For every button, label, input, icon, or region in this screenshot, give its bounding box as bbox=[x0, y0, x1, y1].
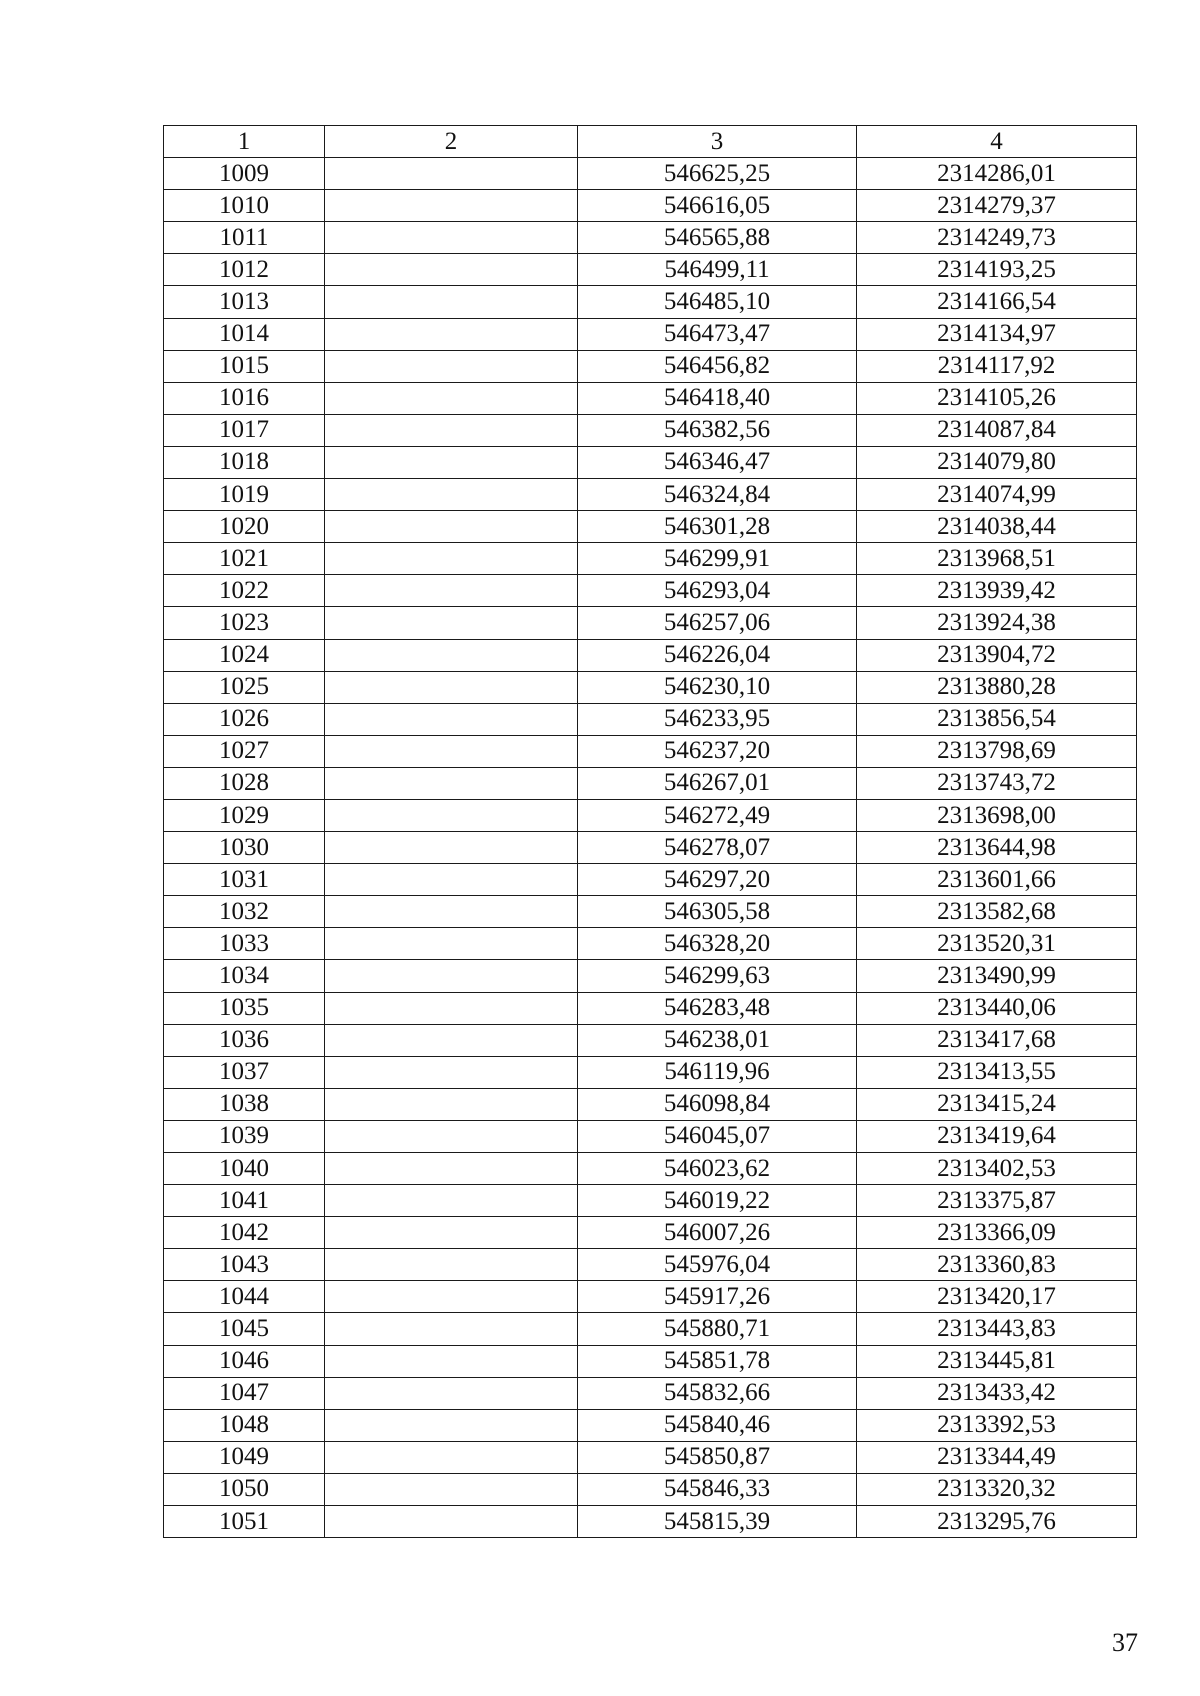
table-cell: 1014 bbox=[164, 318, 325, 350]
table-cell bbox=[325, 1120, 578, 1152]
table-row bbox=[164, 543, 1137, 575]
table-row bbox=[164, 318, 1137, 350]
table-cell: 546328,20 bbox=[578, 928, 857, 960]
table-cell: 546382,56 bbox=[578, 414, 857, 446]
table-row bbox=[164, 864, 1137, 896]
table-cell bbox=[325, 158, 578, 190]
table-cell: 1019 bbox=[164, 479, 325, 511]
table-cell: 546238,01 bbox=[578, 1024, 857, 1056]
table-cell bbox=[325, 767, 578, 799]
table-cell: 2314117,92 bbox=[857, 350, 1137, 382]
table-cell: 2314074,99 bbox=[857, 479, 1137, 511]
table-cell bbox=[325, 799, 578, 831]
table-row bbox=[164, 575, 1137, 607]
table-row bbox=[164, 639, 1137, 671]
table-cell: 546278,07 bbox=[578, 832, 857, 864]
table-cell: 1027 bbox=[164, 735, 325, 767]
table-cell bbox=[325, 543, 578, 575]
table-cell bbox=[325, 607, 578, 639]
table-cell: 546267,01 bbox=[578, 767, 857, 799]
table-cell: 545851,78 bbox=[578, 1345, 857, 1377]
table-cell: 545917,26 bbox=[578, 1281, 857, 1313]
table-cell: 1010 bbox=[164, 190, 325, 222]
column-header: 2 bbox=[325, 126, 578, 158]
table-cell: 2313904,72 bbox=[857, 639, 1137, 671]
table-cell: 1039 bbox=[164, 1120, 325, 1152]
table-row bbox=[164, 960, 1137, 992]
table-cell: 1038 bbox=[164, 1088, 325, 1120]
table-cell: 545832,66 bbox=[578, 1377, 857, 1409]
table-row bbox=[164, 1473, 1137, 1505]
table-cell: 2313445,81 bbox=[857, 1345, 1137, 1377]
table-cell bbox=[325, 222, 578, 254]
table-header-row bbox=[164, 126, 1137, 158]
column-header: 3 bbox=[578, 126, 857, 158]
table-cell: 546473,47 bbox=[578, 318, 857, 350]
table-cell: 2313743,72 bbox=[857, 767, 1137, 799]
table-cell: 1017 bbox=[164, 414, 325, 446]
table-cell: 1011 bbox=[164, 222, 325, 254]
table-cell: 1024 bbox=[164, 639, 325, 671]
table-row bbox=[164, 222, 1137, 254]
table-row bbox=[164, 350, 1137, 382]
table-cell: 1030 bbox=[164, 832, 325, 864]
table-cell: 1046 bbox=[164, 1345, 325, 1377]
table-cell: 2313644,98 bbox=[857, 832, 1137, 864]
table-cell: 546226,04 bbox=[578, 639, 857, 671]
table-cell: 2313392,53 bbox=[857, 1409, 1137, 1441]
table-cell bbox=[325, 1281, 578, 1313]
table-cell: 2313798,69 bbox=[857, 735, 1137, 767]
table-cell: 1036 bbox=[164, 1024, 325, 1056]
table-cell: 546272,49 bbox=[578, 799, 857, 831]
table-row bbox=[164, 1056, 1137, 1088]
table-cell: 1013 bbox=[164, 286, 325, 318]
table-row bbox=[164, 735, 1137, 767]
table-cell: 546499,11 bbox=[578, 254, 857, 286]
table-cell: 546023,62 bbox=[578, 1153, 857, 1185]
table-row bbox=[164, 799, 1137, 831]
table-cell: 546283,48 bbox=[578, 992, 857, 1024]
column-header: 1 bbox=[164, 126, 325, 158]
table-cell: 2313880,28 bbox=[857, 671, 1137, 703]
table-row bbox=[164, 896, 1137, 928]
table-row bbox=[164, 992, 1137, 1024]
table-cell: 2314087,84 bbox=[857, 414, 1137, 446]
table-cell bbox=[325, 511, 578, 543]
table-cell: 2314166,54 bbox=[857, 286, 1137, 318]
table-cell bbox=[325, 1185, 578, 1217]
table-cell: 2313968,51 bbox=[857, 543, 1137, 575]
table-cell bbox=[325, 1506, 578, 1538]
table-cell: 546625,25 bbox=[578, 158, 857, 190]
table-cell bbox=[325, 639, 578, 671]
table-cell bbox=[325, 1377, 578, 1409]
table-cell: 546324,84 bbox=[578, 479, 857, 511]
table-cell: 1048 bbox=[164, 1409, 325, 1441]
table-cell bbox=[325, 960, 578, 992]
table-cell: 546098,84 bbox=[578, 1088, 857, 1120]
page-number: 37 bbox=[1112, 1628, 1138, 1657]
table-cell: 546456,82 bbox=[578, 350, 857, 382]
table-cell bbox=[325, 286, 578, 318]
table-cell: 2313582,68 bbox=[857, 896, 1137, 928]
table-cell: 1029 bbox=[164, 799, 325, 831]
table-cell: 2313417,68 bbox=[857, 1024, 1137, 1056]
table-row bbox=[164, 414, 1137, 446]
table-row bbox=[164, 671, 1137, 703]
table-row bbox=[164, 703, 1137, 735]
table-cell: 2313320,32 bbox=[857, 1473, 1137, 1505]
table-cell bbox=[325, 1473, 578, 1505]
table-cell: 2313433,42 bbox=[857, 1377, 1137, 1409]
column-header: 4 bbox=[857, 126, 1137, 158]
table-row bbox=[164, 1345, 1137, 1377]
table-cell bbox=[325, 735, 578, 767]
table-row bbox=[164, 1024, 1137, 1056]
table-row bbox=[164, 1088, 1137, 1120]
table-cell: 2314279,37 bbox=[857, 190, 1137, 222]
table-cell: 2313415,24 bbox=[857, 1088, 1137, 1120]
table-cell bbox=[325, 254, 578, 286]
table-cell: 546565,88 bbox=[578, 222, 857, 254]
table-cell bbox=[325, 446, 578, 478]
table-cell: 1009 bbox=[164, 158, 325, 190]
table-row bbox=[164, 1441, 1137, 1473]
table-cell: 546230,10 bbox=[578, 671, 857, 703]
table-cell: 545850,87 bbox=[578, 1441, 857, 1473]
table-row bbox=[164, 1281, 1137, 1313]
table-row bbox=[164, 286, 1137, 318]
table-cell: 1031 bbox=[164, 864, 325, 896]
table-cell: 545815,39 bbox=[578, 1506, 857, 1538]
table-cell: 1023 bbox=[164, 607, 325, 639]
table-cell: 2313419,64 bbox=[857, 1120, 1137, 1152]
table-row bbox=[164, 446, 1137, 478]
table-cell: 1022 bbox=[164, 575, 325, 607]
table-cell: 2313344,49 bbox=[857, 1441, 1137, 1473]
table-cell: 2313295,76 bbox=[857, 1506, 1137, 1538]
table-row bbox=[164, 928, 1137, 960]
table-cell: 545846,33 bbox=[578, 1473, 857, 1505]
table-cell bbox=[325, 190, 578, 222]
table-cell: 2313601,66 bbox=[857, 864, 1137, 896]
table-cell: 2313698,00 bbox=[857, 799, 1137, 831]
table-row bbox=[164, 1249, 1137, 1281]
table-cell: 1021 bbox=[164, 543, 325, 575]
table-row bbox=[164, 607, 1137, 639]
table-row bbox=[164, 1153, 1137, 1185]
table-cell: 1049 bbox=[164, 1441, 325, 1473]
table-cell: 546045,07 bbox=[578, 1120, 857, 1152]
table-cell: 546233,95 bbox=[578, 703, 857, 735]
table-cell: 1015 bbox=[164, 350, 325, 382]
table-cell: 1032 bbox=[164, 896, 325, 928]
table-cell: 2314286,01 bbox=[857, 158, 1137, 190]
table-cell bbox=[325, 350, 578, 382]
table-body bbox=[164, 158, 1137, 1538]
table-row bbox=[164, 479, 1137, 511]
table-cell: 2313443,83 bbox=[857, 1313, 1137, 1345]
table-cell bbox=[325, 1088, 578, 1120]
table-cell: 2314134,97 bbox=[857, 318, 1137, 350]
table-cell: 2314105,26 bbox=[857, 382, 1137, 414]
table-cell bbox=[325, 896, 578, 928]
table-cell: 1018 bbox=[164, 446, 325, 478]
table-cell bbox=[325, 1249, 578, 1281]
table-row bbox=[164, 1409, 1137, 1441]
table-cell bbox=[325, 832, 578, 864]
table-cell: 546257,06 bbox=[578, 607, 857, 639]
table-cell: 546485,10 bbox=[578, 286, 857, 318]
table-cell: 1035 bbox=[164, 992, 325, 1024]
table-cell: 1012 bbox=[164, 254, 325, 286]
table-cell bbox=[325, 1409, 578, 1441]
table-cell: 546299,63 bbox=[578, 960, 857, 992]
table-cell bbox=[325, 864, 578, 896]
table-cell: 546293,04 bbox=[578, 575, 857, 607]
table-cell: 546299,91 bbox=[578, 543, 857, 575]
table-row bbox=[164, 190, 1137, 222]
table-cell: 546237,20 bbox=[578, 735, 857, 767]
table-cell bbox=[325, 703, 578, 735]
table-cell bbox=[325, 992, 578, 1024]
table-cell: 546616,05 bbox=[578, 190, 857, 222]
table-row bbox=[164, 1185, 1137, 1217]
table-cell bbox=[325, 1217, 578, 1249]
table-cell: 2313490,99 bbox=[857, 960, 1137, 992]
table-cell: 2313360,83 bbox=[857, 1249, 1137, 1281]
table-cell: 2313420,17 bbox=[857, 1281, 1137, 1313]
table-cell: 1033 bbox=[164, 928, 325, 960]
table-cell bbox=[325, 1153, 578, 1185]
table-cell bbox=[325, 575, 578, 607]
table-cell: 2313939,42 bbox=[857, 575, 1137, 607]
table-row bbox=[164, 158, 1137, 190]
table-cell bbox=[325, 671, 578, 703]
table-cell: 545976,04 bbox=[578, 1249, 857, 1281]
table-cell: 546019,22 bbox=[578, 1185, 857, 1217]
table-row bbox=[164, 511, 1137, 543]
table-cell: 546305,58 bbox=[578, 896, 857, 928]
table-cell: 1040 bbox=[164, 1153, 325, 1185]
table-row bbox=[164, 767, 1137, 799]
table-cell: 2314249,73 bbox=[857, 222, 1137, 254]
table-row bbox=[164, 1506, 1137, 1538]
table-cell: 546346,47 bbox=[578, 446, 857, 478]
table-cell: 2314079,80 bbox=[857, 446, 1137, 478]
table-cell: 1025 bbox=[164, 671, 325, 703]
table-cell: 546301,28 bbox=[578, 511, 857, 543]
table-cell: 2313856,54 bbox=[857, 703, 1137, 735]
table-row bbox=[164, 832, 1137, 864]
table-cell: 1051 bbox=[164, 1506, 325, 1538]
table-cell: 2313366,09 bbox=[857, 1217, 1137, 1249]
table-cell bbox=[325, 928, 578, 960]
table-cell bbox=[325, 479, 578, 511]
table-cell: 545880,71 bbox=[578, 1313, 857, 1345]
table-cell: 1037 bbox=[164, 1056, 325, 1088]
table-cell bbox=[325, 1313, 578, 1345]
table-cell: 2313375,87 bbox=[857, 1185, 1137, 1217]
table-cell: 2313402,53 bbox=[857, 1153, 1137, 1185]
table-cell bbox=[325, 382, 578, 414]
table-cell: 1026 bbox=[164, 703, 325, 735]
table-cell bbox=[325, 414, 578, 446]
table-cell: 1050 bbox=[164, 1473, 325, 1505]
table-cell: 2313520,31 bbox=[857, 928, 1137, 960]
table-cell bbox=[325, 1441, 578, 1473]
table-cell: 546297,20 bbox=[578, 864, 857, 896]
table-cell bbox=[325, 318, 578, 350]
table-cell: 1043 bbox=[164, 1249, 325, 1281]
table-cell: 1016 bbox=[164, 382, 325, 414]
coordinates-table bbox=[163, 125, 1137, 1538]
table-cell: 1028 bbox=[164, 767, 325, 799]
table-cell: 1045 bbox=[164, 1313, 325, 1345]
table-row bbox=[164, 1217, 1137, 1249]
table-cell: 2313924,38 bbox=[857, 607, 1137, 639]
table-cell bbox=[325, 1056, 578, 1088]
table-row bbox=[164, 1377, 1137, 1409]
table-cell: 2313440,06 bbox=[857, 992, 1137, 1024]
table-row bbox=[164, 1313, 1137, 1345]
table-cell: 545840,46 bbox=[578, 1409, 857, 1441]
table-cell: 1044 bbox=[164, 1281, 325, 1313]
table-cell: 546007,26 bbox=[578, 1217, 857, 1249]
table-cell: 1041 bbox=[164, 1185, 325, 1217]
table-cell: 2313413,55 bbox=[857, 1056, 1137, 1088]
table-row bbox=[164, 382, 1137, 414]
table-cell: 546418,40 bbox=[578, 382, 857, 414]
table-cell: 2314193,25 bbox=[857, 254, 1137, 286]
table-cell: 1034 bbox=[164, 960, 325, 992]
table-cell: 1047 bbox=[164, 1377, 325, 1409]
table-cell: 546119,96 bbox=[578, 1056, 857, 1088]
table-cell bbox=[325, 1024, 578, 1056]
table-cell: 2314038,44 bbox=[857, 511, 1137, 543]
table-cell: 1020 bbox=[164, 511, 325, 543]
table-cell bbox=[325, 1345, 578, 1377]
table-row bbox=[164, 1120, 1137, 1152]
table-cell: 1042 bbox=[164, 1217, 325, 1249]
table-row bbox=[164, 254, 1137, 286]
